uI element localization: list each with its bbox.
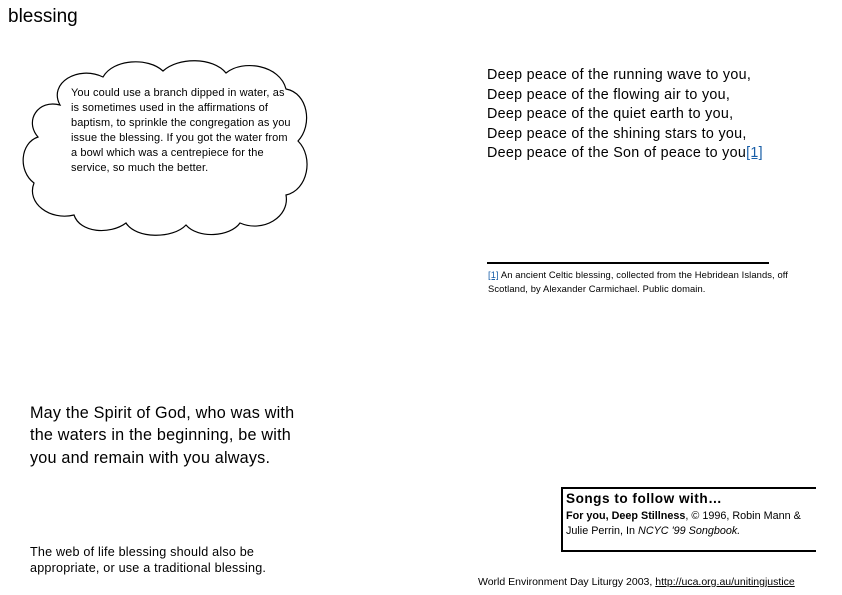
blessing-text: May the Spirit of God, who was with the waters in the beginning, be with you and remain with you always. [30,404,295,467]
poem-line: Deep peace of the shining stars to you, [487,125,747,142]
poem-line: Deep peace of the running wave to you, [487,67,752,83]
web-of-life-note: The web of life blessing should also be appropriate, or use a traditional blessing. [30,545,267,575]
poem-line-last [487,144,827,164]
footnote [488,268,818,295]
footnote-divider [487,262,769,264]
footnote-text: An ancient Celtic blessing, collected from the Hebridean Islands, off Scotland, by Alexander Carmichael. Public domain. [488,269,789,294]
footer [478,576,795,588]
poem-line: Deep peace of the flowing air to you, [487,86,731,103]
footnote-reference-link[interactable]: [1] [746,145,763,162]
songs-heading: Songs to follow with… [566,491,723,506]
footer-text: World Environment Day Liturgy 2003, [478,576,656,588]
cloud-note-text: You could use a branch dipped in water, as is sometimes used in the affirmations of baptism, to sprinkle the congregation as you issue the blessing. If you got the water from a bowl which was a centrepiece for the service, so much the better. [71,87,291,175]
footnote-backlink[interactable]: [1] [488,269,499,280]
poem-line-text: Deep peace of the Son of peace to you [487,145,747,162]
poem-line: Deep peace of the quiet earth to you, [487,106,734,123]
songs-entry [566,509,810,538]
cloud-callout [18,55,314,237]
poem [487,66,827,164]
song-title: For you, Deep Stillness [566,510,686,522]
footer-link[interactable]: http://uca.org.au/unitingjustice [655,576,795,588]
page-title: blessing [8,6,78,27]
song-credit: , © 1996, Robin Mann & Julie Perrin, In [566,510,801,537]
song-book: NCYC '99 Songbook. [638,524,741,537]
